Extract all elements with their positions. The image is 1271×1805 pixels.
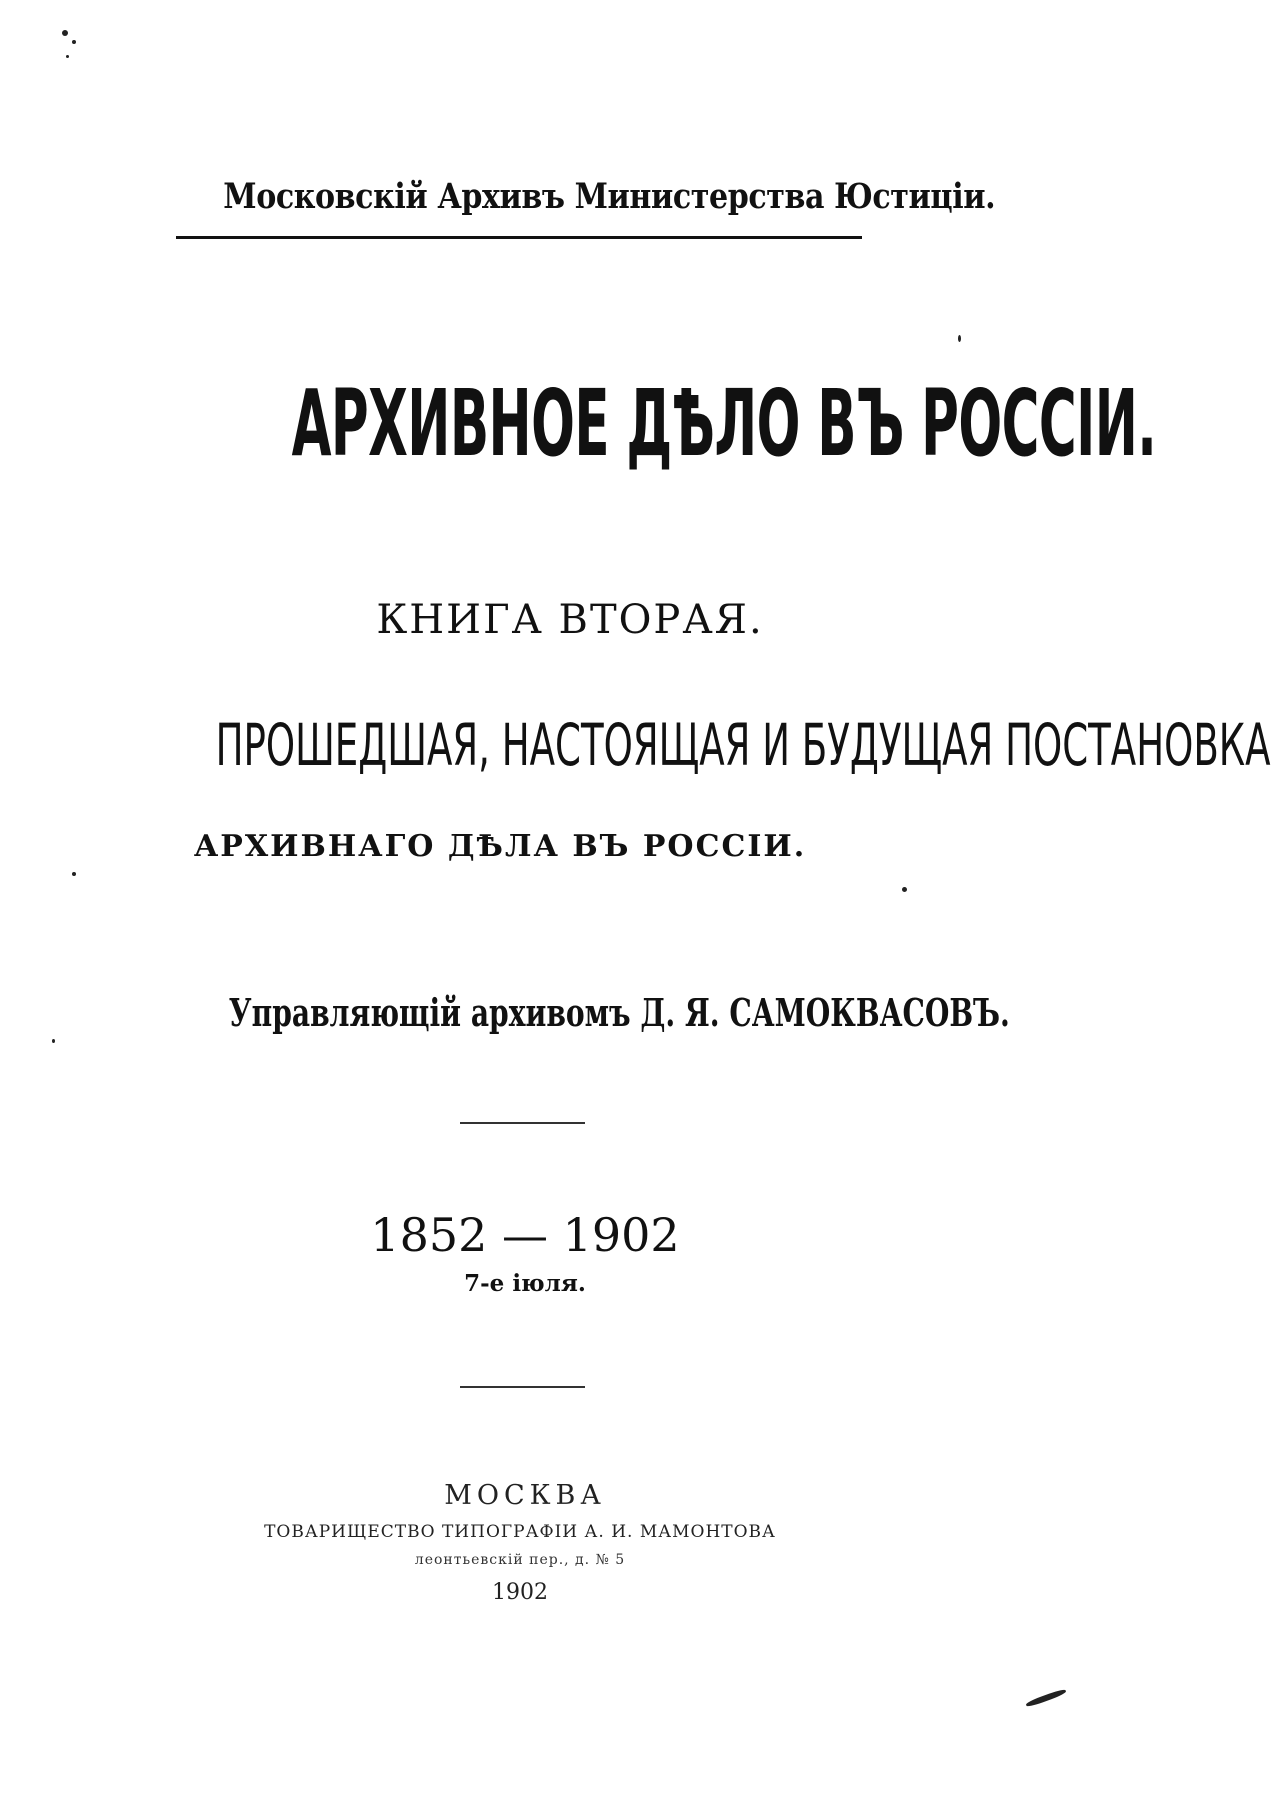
subtitle-line-2: АРХИВНАГО ДѢЛА ВЪ РОССІИ. (193, 829, 807, 864)
scan-speck (1025, 1688, 1067, 1708)
archive-name: Московскій Архивъ Министерства Юстиціи. (223, 176, 996, 217)
date-note: 7-е іюля. (464, 1270, 586, 1297)
imprint-city: МОСКВА (444, 1480, 606, 1511)
main-title: АРХИВНОЕ ДѢЛО ВЪ РОССІИ. (291, 370, 1157, 477)
imprint-address: леонтьевскій пер., д. № 5 (414, 1552, 626, 1568)
years-range: 1852 — 1902 (370, 1208, 680, 1262)
scan-speck (66, 55, 69, 58)
scan-speck (62, 30, 68, 36)
imprint-press: ТОВАРИЩЕСТВО ТИПОГРАФІИ А. И. МАМОНТОВА (264, 1522, 776, 1542)
manager-line: Управляющій архивомъ Д. Я. САМОКВАСОВЪ. (228, 990, 1010, 1035)
scan-speck (958, 335, 961, 342)
book-number: КНИГА ВТОРАЯ. (376, 597, 764, 643)
imprint-year: 1902 (492, 1580, 548, 1605)
divider-rule (460, 1386, 585, 1388)
subtitle-line-1: ПРОШЕДШАЯ, НАСТОЯЩАЯ И БУДУЩАЯ ПОСТАНОВКА (215, 711, 1271, 779)
scan-speck (72, 872, 76, 876)
archive-name-underline (176, 236, 862, 239)
scan-speck (902, 887, 907, 892)
divider-rule (460, 1122, 585, 1124)
scan-speck (72, 40, 76, 44)
scan-speck (52, 1039, 55, 1043)
